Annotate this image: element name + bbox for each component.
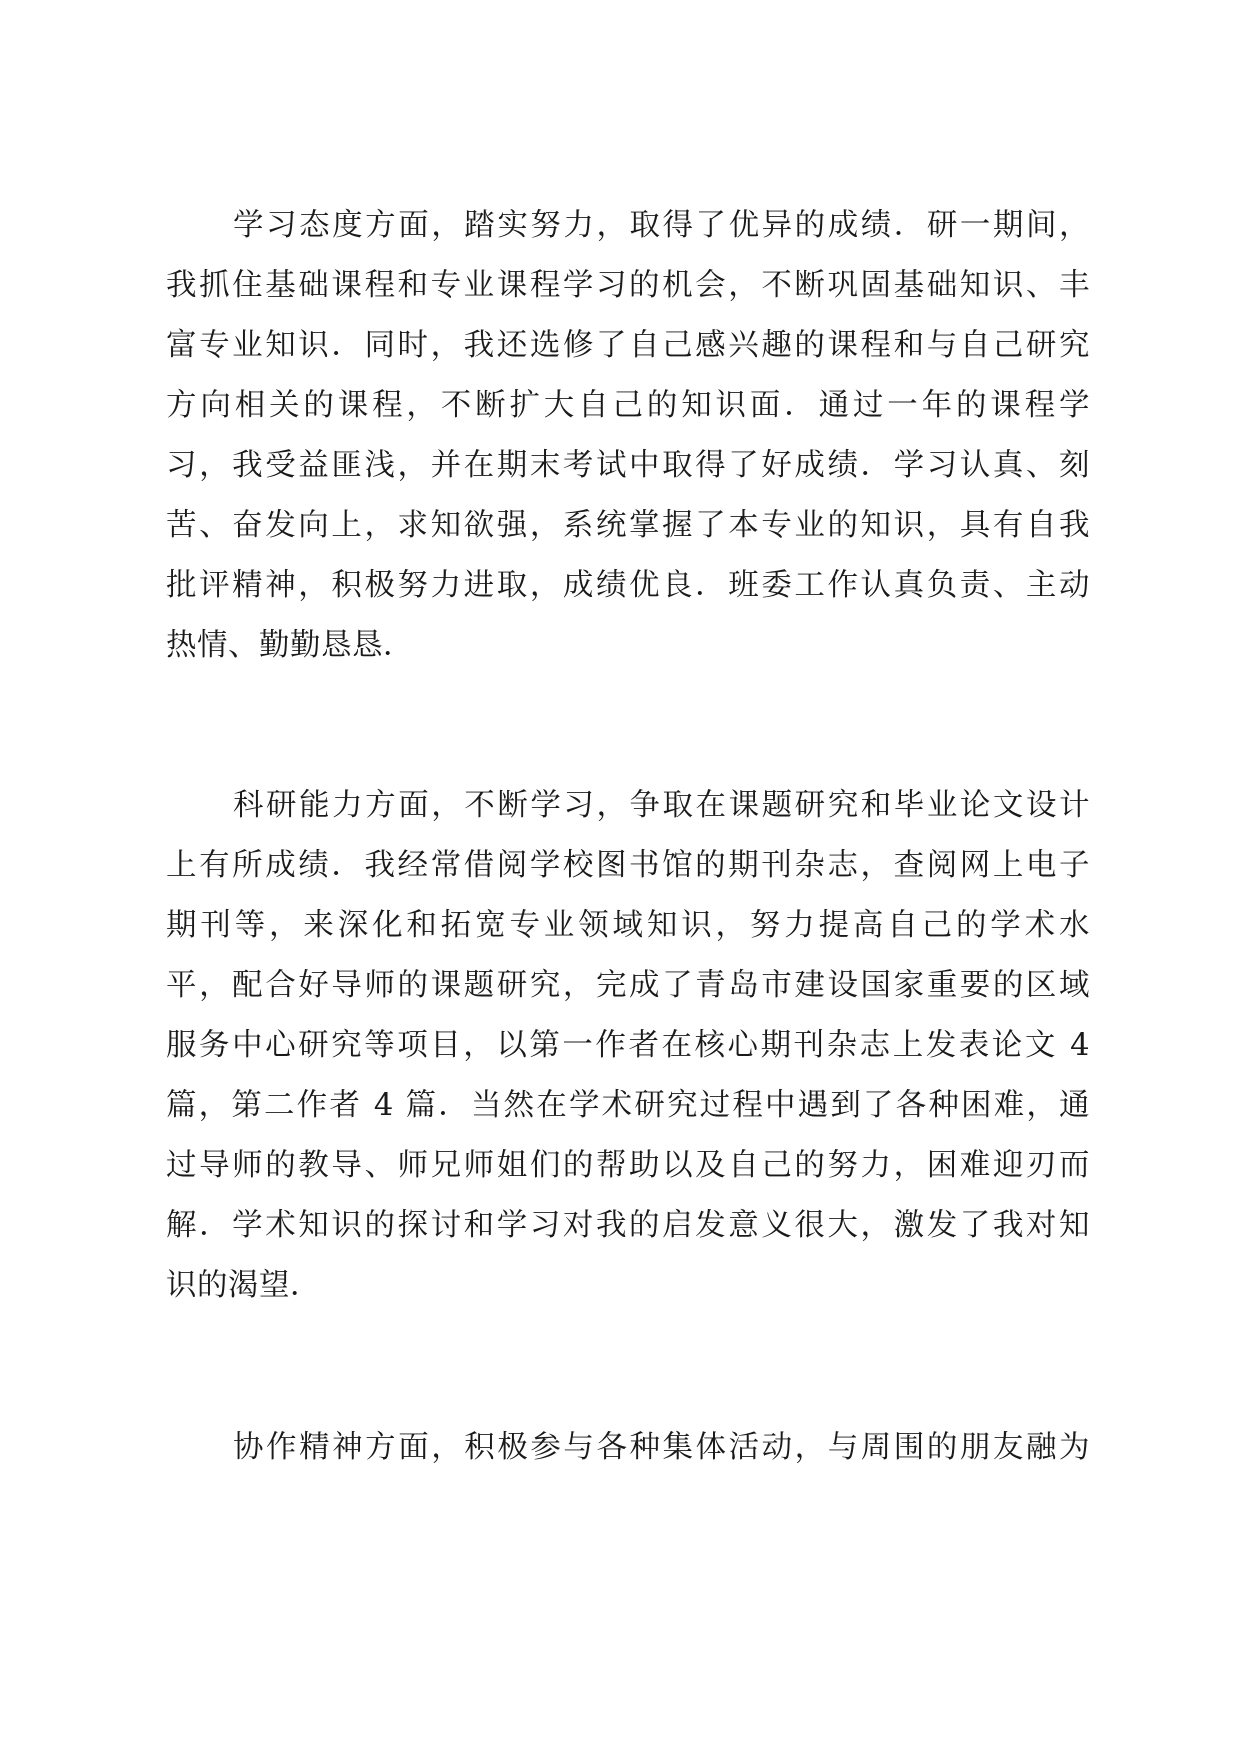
paragraph-line: 上有所成绩．我经常借阅学校图书馆的期刊杂志，查阅网上电子 — [166, 848, 1090, 883]
paragraph-line: 批评精神，积极努力进取，成绩优良．班委工作认真负责、主动 — [166, 568, 1090, 603]
paragraph-line: 协作精神方面，积极参与各种集体活动，与周围的朋友融为 — [233, 1430, 1090, 1465]
paragraph-line: 苦、奋发向上，求知欲强，系统掌握了本专业的知识，具有自我 — [166, 508, 1090, 543]
paragraph-line: 科研能力方面，不断学习，争取在课题研究和毕业论文设计 — [233, 788, 1090, 823]
paragraph-line: 过导师的教导、师兄师姐们的帮助以及自己的努力，困难迎刃而 — [166, 1148, 1090, 1183]
paragraph-line: 我抓住基础课程和专业课程学习的机会，不断巩固基础知识、丰 — [166, 268, 1090, 303]
paragraph-line: 平，配合好导师的课题研究，完成了青岛市建设国家重要的区域 — [166, 968, 1090, 1003]
paragraph-line: 识的渴望． — [166, 1268, 321, 1303]
paragraph-line: 习，我受益匪浅，并在期末考试中取得了好成绩．学习认真、刻 — [166, 448, 1090, 483]
paragraph-line: 篇，第二作者 4 篇．当然在学术研究过程中遇到了各种困难，通 — [166, 1088, 1090, 1123]
paragraph-line: 学习态度方面，踏实努力，取得了优异的成绩．研一期间， — [233, 208, 1090, 243]
paragraph-line: 期刊等，来深化和拓宽专业领域知识，努力提高自己的学术水 — [166, 908, 1090, 943]
paragraph-line: 方向相关的课程，不断扩大自己的知识面．通过一年的课程学 — [166, 388, 1090, 423]
paragraph-line: 热情、勤勤恳恳． — [166, 628, 414, 663]
paragraph-line: 服务中心研究等项目，以第一作者在核心期刊杂志上发表论文 4 — [166, 1028, 1090, 1063]
paragraph-line: 解．学术知识的探讨和学习对我的启发意义很大，激发了我对知 — [166, 1208, 1090, 1243]
paragraph-line: 富专业知识．同时，我还选修了自己感兴趣的课程和与自己研究 — [166, 328, 1090, 363]
